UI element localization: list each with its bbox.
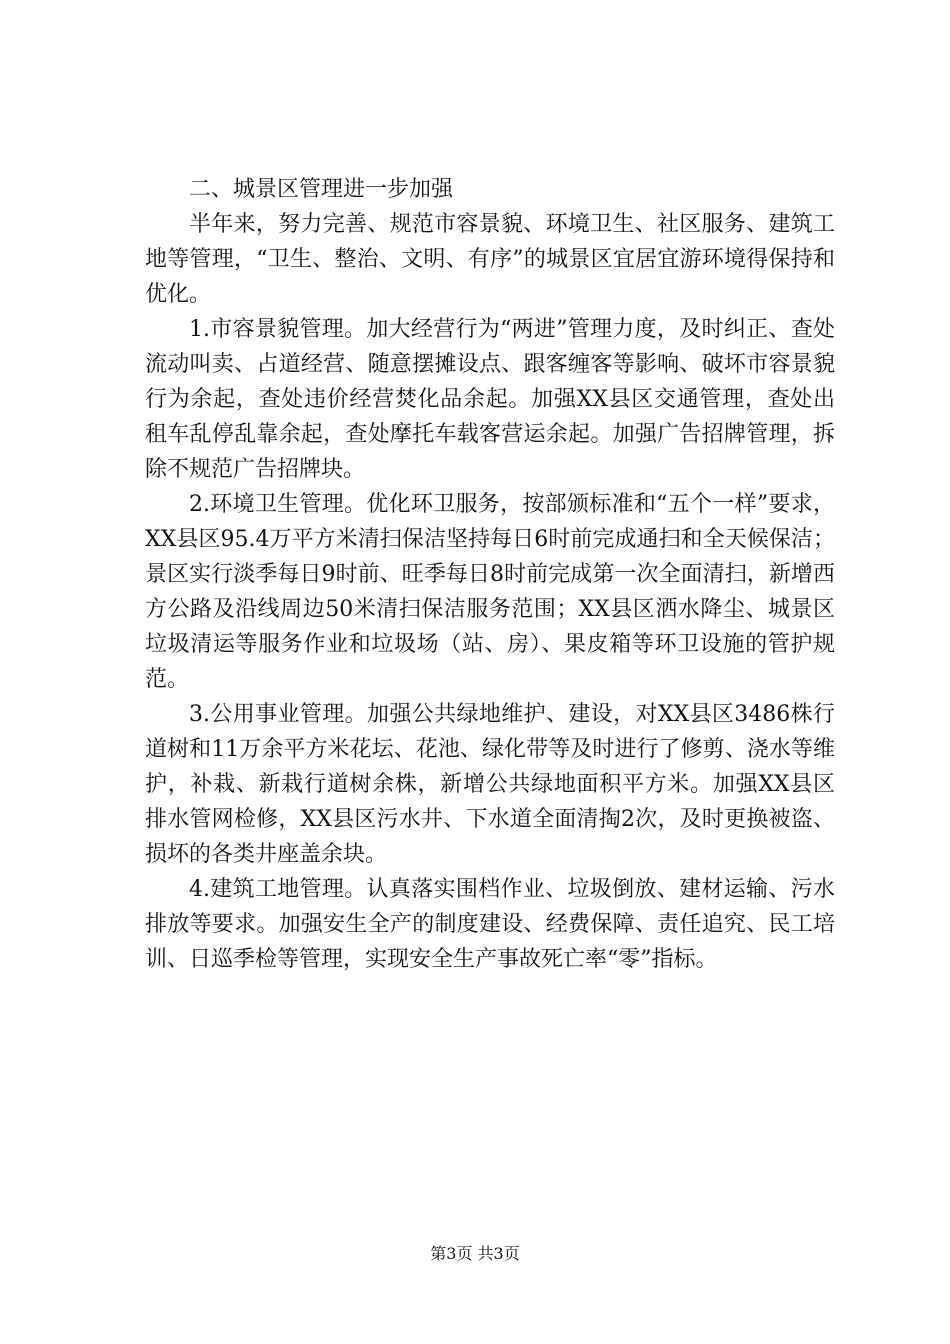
paragraph-construction-site-management: 4.建筑工地管理。认真落实围档作业、垃圾倒放、建材运输、污水排放等要求。加强安生全产的制度建设、经费保障、责任追究、民工培训、日巡季检等管理，实现安全生产事故死亡率“零”指标。 (145, 877, 835, 972)
paragraph-cityscape-management: 1.市容景貌管理。加大经营行为“两进”管理力度，及时纠正、查处流动叫卖、占道经营、随意摆摊设点、跟客缠客等影响、破坏市容景貌行为余起，查处违价经营焚化品余起。加强XX县区交通管理，查处出租车乱停乱靠余起，查处摩托车载客营运余起。加强广告招牌管理，拆除不规范广告招牌块。 (145, 317, 835, 482)
paragraph-intro: 半年来，努力完善、规范市容景貌、环境卫生、社区服务、建筑工地等管理，“卫生、整治、文明、有序”的城景区宜居宜游环境得保持和优化。 (145, 212, 835, 307)
section-heading: 二、城景区管理进一步加强 (189, 177, 454, 202)
page-number-footer: 第3页 共3页 (430, 1244, 520, 1263)
document-body (145, 172, 835, 977)
paragraph-sanitation-management: 2.环境卫生管理。优化环卫服务，按部颁标准和“五个一样”要求，XX县区95.4万平方米清扫保洁坚持每日6时前完成通扫和全天候保洁；景区实行淡季每日9时前、旺季每日8时前完成第一次全面清扫，新增西方公路及沿线周边50米清扫保洁服务范围；XX县区洒水降尘、城景区垃圾清运等服务作业和垃圾场（站、房）、果皮箱等环卫设施的管护规范。 (145, 492, 835, 692)
paragraph-public-utilities-management: 3.公用事业管理。加强公共绿地维护、建设，对XX县区3486株行道树和11万余平方米花坛、花池、绿化带等及时进行了修剪、浇水等维护，补栽、新栽行道树余株，新增公共绿地面积平方米。加强XX县区排水管网检修，XX县区污水井、下水道全面清掏2次，及时更换被盗、损坏的各类井座盖余块。 (145, 702, 835, 867)
